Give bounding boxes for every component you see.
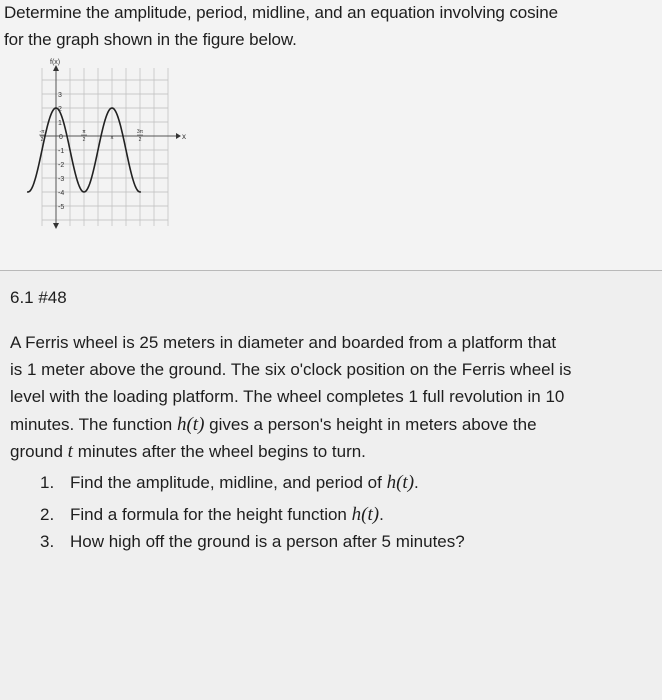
- paragraph-line-1: A Ferris wheel is 25 meters in diameter and boarded from a platform that: [10, 333, 557, 352]
- prompt-panel: [0, 0, 662, 270]
- paragraph-line-2: is 1 meter above the ground. The six o'clock position on the Ferris wheel is: [10, 360, 572, 379]
- question-number: 2.: [40, 505, 55, 524]
- problem-id: 6.1 #48: [10, 288, 67, 307]
- question-text: Find the amplitude, midline, and period of: [70, 473, 382, 492]
- y-tick-label: -4: [58, 190, 65, 197]
- svg-text:3π: 3π: [136, 129, 144, 135]
- y-tick-label: 3: [58, 92, 62, 99]
- question-number: 1.: [40, 473, 55, 492]
- svg-text:π: π: [82, 129, 86, 135]
- paragraph-text: gives a person's height in meters above the: [209, 415, 537, 434]
- x-tick-label: [110, 135, 114, 141]
- question-end: .: [414, 473, 419, 492]
- y-tick-label: -1: [58, 148, 65, 155]
- question-1: [40, 472, 419, 494]
- problem-panel: [0, 271, 662, 700]
- y-axis-arrow-down: [53, 223, 59, 229]
- y-tick-label: 2: [58, 106, 62, 113]
- cosine-graph: [40, 56, 190, 241]
- y-tick-label: 1: [58, 120, 62, 127]
- paragraph-line-4: [10, 414, 537, 436]
- question-number: 3.: [40, 532, 55, 551]
- x-axis-arrow: [176, 133, 181, 139]
- y-tick-label: 0: [59, 134, 63, 141]
- paragraph-line-5: [10, 441, 366, 463]
- function-notation: h(t): [176, 414, 205, 435]
- svg-text:2: 2: [40, 137, 44, 143]
- function-notation: h(t): [386, 472, 415, 493]
- paragraph-text: ground: [10, 442, 63, 461]
- question-text: How high off the ground is a person after 5 minutes?: [70, 532, 465, 551]
- variable-t: t: [67, 441, 73, 462]
- svg-text:-π: -π: [39, 129, 45, 135]
- function-notation: h(t): [351, 504, 380, 525]
- question-2: [40, 504, 384, 526]
- paragraph-line-3: level with the loading platform. The wheel completes 1 full revolution in 10: [10, 387, 565, 406]
- x-axis-label: x: [182, 132, 186, 141]
- prompt-line-2: for the graph shown in the figure below.: [4, 30, 297, 49]
- paragraph-text: minutes. The function: [10, 415, 173, 434]
- prompt-line-1: Determine the amplitude, period, midline, and an equation involving cosine: [4, 3, 558, 22]
- svg-text:π: π: [110, 135, 114, 141]
- question-text: Find a formula for the height function: [70, 505, 347, 524]
- paragraph-text: minutes after the wheel begins to turn.: [77, 442, 366, 461]
- question-3: [40, 532, 465, 552]
- svg-text:2: 2: [82, 137, 86, 143]
- y-axis-label: f(x): [50, 59, 61, 66]
- svg-text:2: 2: [138, 137, 142, 143]
- y-tick-label: -3: [58, 176, 65, 183]
- question-end: .: [379, 505, 384, 524]
- y-tick-label: -5: [58, 204, 65, 211]
- y-tick-label: -2: [58, 162, 65, 169]
